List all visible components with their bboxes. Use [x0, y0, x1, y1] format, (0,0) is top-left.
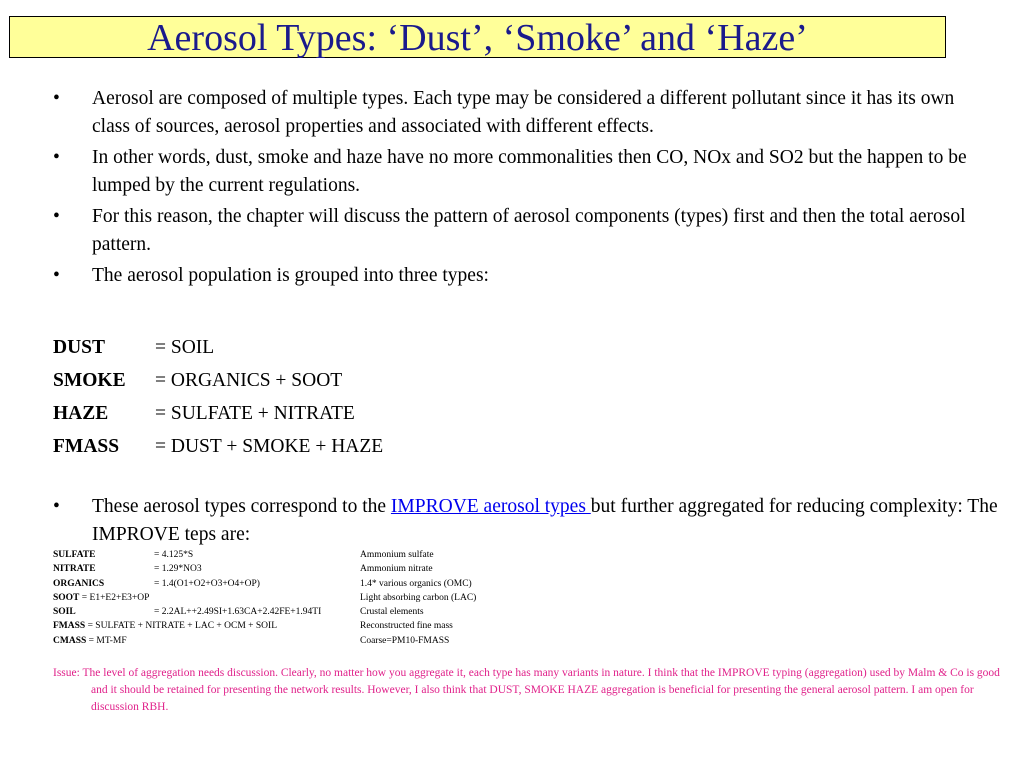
step-formula: = E1+E2+E3+OP — [81, 592, 150, 603]
bullet-text-after: but further aggregated for reducing complexity: The IMPROVE teps are: — [92, 496, 998, 545]
improve-steps-table — [53, 548, 477, 648]
bullet-text: In other words, dust, smoke and haze have no more commonalities then CO, NOx and SO2 but the happen to be lumped by the current regulations. — [92, 147, 967, 196]
bullet-text: The aerosol population is grouped into three types: — [92, 265, 489, 286]
bullet-list — [53, 85, 973, 293]
bullet-item — [53, 203, 973, 259]
step-formula: = 1.4(O1+O2+O3+O4+OP) — [154, 578, 260, 589]
step-row — [53, 634, 450, 648]
step-formula: = MT-MF — [88, 635, 127, 646]
bullet-item-improve — [53, 493, 1012, 549]
definition-formula: = SOIL — [155, 337, 215, 358]
step-row — [53, 605, 424, 619]
bullet-text: For this reason, the chapter will discuss the pattern of aerosol components (types) first and then the total aerosol pattern. — [92, 206, 966, 255]
step-description: Light absorbing carbon (LAC) — [360, 592, 477, 603]
definition-term: SMOKE — [53, 370, 126, 391]
bullet-icon: • — [53, 88, 60, 109]
step-row — [53, 619, 453, 633]
slide-title: Aerosol Types: ‘Dust’, ‘Smoke’ and ‘Haze’ — [9, 16, 946, 58]
step-formula: = 1.29*NO3 — [154, 564, 202, 575]
bullet-icon: • — [53, 496, 60, 517]
step-description: Reconstructed fine mass — [360, 621, 453, 632]
step-name: CMASS — [53, 635, 87, 646]
step-name: NITRATE — [53, 564, 96, 575]
step-formula: = 4.125*S — [154, 550, 194, 560]
bullet-item — [53, 144, 973, 200]
step-name: ORGANICS — [53, 578, 105, 589]
definition-row — [53, 430, 383, 463]
definition-term: HAZE — [53, 403, 109, 424]
bullet-item — [53, 85, 973, 141]
step-formula: = SULFATE + NITRATE + LAC + OCM + SOIL — [87, 621, 278, 632]
definition-formula: = ORGANICS + SOOT — [155, 370, 343, 391]
step-row — [53, 591, 477, 605]
step-row — [53, 577, 472, 591]
definition-term: FMASS — [53, 436, 120, 457]
step-formula: = 2.2AL++2.49SI+1.63CA+2.42FE+1.94TI — [154, 607, 322, 618]
step-row — [53, 548, 434, 562]
step-row — [53, 562, 433, 576]
step-description: Ammonium sulfate — [360, 550, 434, 560]
step-name: FMASS — [53, 621, 86, 632]
issue-note: Issue: The level of aggregation needs discussion. Clearly, no matter how you aggregate it, each type has many variants in nature. I think that the IMPROVE typing (aggregation) used by Malm & Co is good and it should be retained for presenting the network results. However, I also think that DUST, SMOKE HAZE aggregation is beneficial for presenting the general aerosol pattern. I am open for discussion RBH. — [53, 667, 1000, 713]
step-name: SULFATE — [53, 550, 96, 560]
step-description: 1.4* various organics (OMC) — [360, 578, 472, 589]
bullet-text: Aerosol are composed of multiple types. Each type may be considered a different pollutant since it has its own class of sources, aerosol properties and associated with different effects. — [92, 88, 955, 137]
definition-term: DUST — [53, 337, 106, 358]
bullet-text-before: These aerosol types correspond to the — [92, 496, 391, 517]
step-name: SOIL — [53, 607, 76, 618]
bullet-icon: • — [53, 265, 60, 286]
definition-formula: = SULFATE + NITRATE — [155, 403, 355, 424]
improve-aerosol-types-link[interactable]: IMPROVE aerosol types — [390, 496, 591, 517]
step-description: Ammonium nitrate — [360, 564, 433, 575]
bullet-icon: • — [53, 147, 60, 168]
definition-row — [53, 397, 383, 430]
definition-formula: = DUST + SMOKE + HAZE — [155, 436, 384, 457]
bullet-item — [53, 262, 973, 290]
bullet-icon: • — [53, 206, 60, 227]
definition-row — [53, 331, 383, 364]
step-description: Crustal elements — [360, 607, 424, 618]
definition-row — [53, 364, 383, 397]
step-name: SOOT — [53, 592, 80, 603]
step-description: Coarse=PM10-FMASS — [360, 635, 450, 646]
aerosol-type-definitions — [53, 331, 383, 463]
